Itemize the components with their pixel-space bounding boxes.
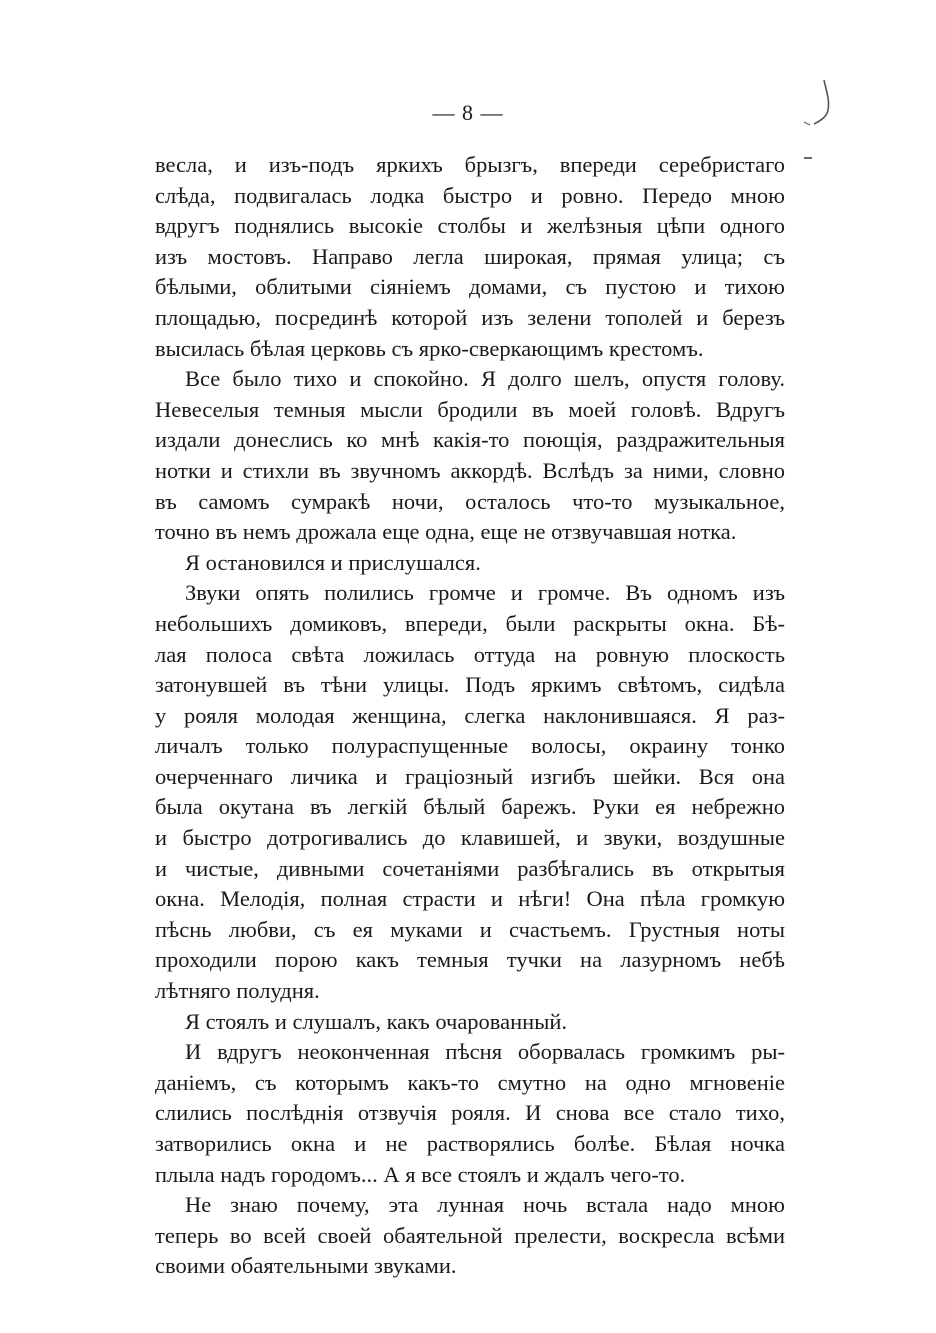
text-line: Я стоялъ и слушалъ, какъ очарованный. <box>185 1008 567 1034</box>
text-line: Звуки опять полились громче и громче. Въ одномъ изъ <box>185 580 785 606</box>
text-line: Невеселыя темныя мысли бродили въ моей головѣ. Вдругъ <box>155 396 785 422</box>
text-line: въ самомъ сумракѣ ночи, осталось что-то музыкальное, <box>155 488 785 514</box>
text-line: И вдругъ неоконченная пѣсня оборвалась громкимъ ры- <box>185 1039 785 1065</box>
page-number: — 8 — <box>432 100 504 125</box>
text-line: у рояля молодая женщина, слегка наклонившаяся. Я раз- <box>155 702 785 728</box>
text-line: и быстро дотрогивались до клавишей, и звуки, воздушные <box>155 825 785 851</box>
text-line: затонувшей въ тѣни улицы. Подъ яркимъ свѣтомъ, сидѣла <box>155 672 785 698</box>
paragraph <box>155 1037 785 1190</box>
paragraph <box>155 364 785 548</box>
text-line: личалъ только полураспущенные волосы, окраину тонко <box>155 733 785 759</box>
text-line: даніемъ, съ которымъ какъ-то смутно на одно мгновеніе <box>155 1069 785 1095</box>
paragraph <box>155 578 785 1006</box>
paragraph <box>155 150 785 364</box>
text-line: затворились окна и не растворялись болѣе. Бѣлая ночка <box>155 1131 785 1156</box>
text-line: проходили порою какъ темныя тучки на лазурномъ небѣ <box>155 947 785 973</box>
text-line: плыла надъ городомъ... А я все стоялъ и ждалъ чего-то. <box>155 1161 686 1187</box>
text-line: высилась бѣлая церковь съ ярко-сверкающимъ крестомъ. <box>155 335 704 361</box>
paragraph <box>155 1007 785 1038</box>
text-line: бѣлыми, облитыми сіяніемъ домами, съ пустою и тихою <box>155 274 785 300</box>
text-line: слѣда, подвигалась лодка быстро и ровно. Передо мною <box>155 182 785 208</box>
text-line: и чистые, дивными сочетаніями разбѣгались въ открытыя <box>155 855 785 881</box>
text-line: небольшихъ домиковъ, впереди, были раскрыты окна. Бѣ- <box>155 610 785 636</box>
text-line: окна. Мелодія, полная страсти и нѣги! Она пѣла громкую <box>155 886 785 912</box>
text-line: весла, и изъ-подъ яркихъ брызгъ, впереди серебристаго <box>155 152 785 177</box>
text-line: лѣтняго полудня. <box>155 978 320 1004</box>
text-line: теперь во всей своей обаятельной прелести, воскресла всѣми <box>155 1222 785 1248</box>
text-line: Я остановился и прислушался. <box>185 549 481 575</box>
text-line: лая полоса свѣта ложилась оттуда на ровную плоскость <box>155 641 785 667</box>
text-line: слились послѣднія отзвучія рояля. И снова все стало тихо, <box>155 1100 785 1126</box>
text-line: очерченнаго личика и граціозный изгибъ шейки. Вся она <box>155 763 785 789</box>
text-line: своими обаятельными звуками. <box>155 1253 457 1279</box>
text-line: издали донеслись ко мнѣ какія-то поющія, раздражительныя <box>155 427 785 453</box>
text-line: вдругъ поднялись высокіе столбы и желѣзныя цѣпи одного <box>155 213 785 239</box>
body-text <box>155 150 785 1282</box>
text-line: площадью, посрединѣ которой изъ зелени тополей и березъ <box>155 304 785 330</box>
text-line: Не знаю почему, эта лунная ночь встала надо мною <box>185 1192 785 1218</box>
text-line: пѣснь любви, съ ея муками и счастьемъ. Грустныя ноты <box>155 916 785 942</box>
text-line: точно въ немъ дрожала еще одна, еще не отзвучавшая нотка. <box>155 519 737 545</box>
text-line: нотки и стихли въ звучномъ аккордѣ. Вслѣдъ за ними, словно <box>155 457 785 483</box>
paragraph <box>155 1190 785 1282</box>
text-line: была окутана въ легкій бѣлый барежъ. Руки ея небрежно <box>155 794 785 820</box>
paragraph <box>155 548 785 579</box>
text-line: изъ мостовъ. Направо легла широкая, прямая улица; съ <box>155 243 785 269</box>
text-line: Все было тихо и спокойно. Я долго шелъ, опустя голову. <box>185 366 785 392</box>
